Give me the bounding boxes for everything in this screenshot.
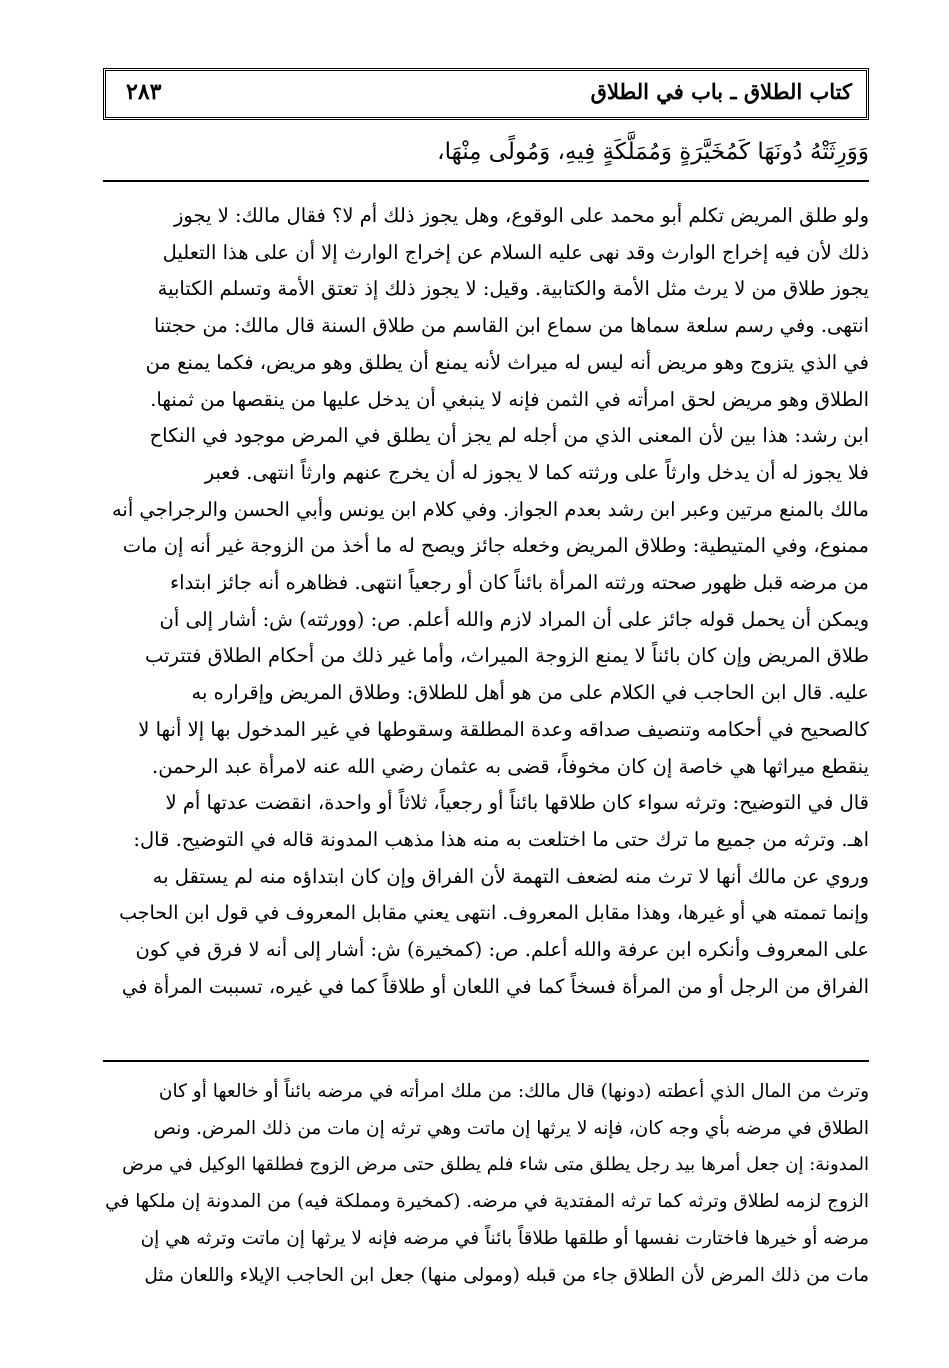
body-line: ينقطع ميراثها هي خاصة إن كان مخوفاً، قضى به عثمان رضي الله عنه لامرأة عبد الرحمن.	[152, 754, 869, 778]
chapter-title: كتاب الطلاق ـ باب في الطلاق	[590, 79, 852, 104]
body-line: ويمكن أن يحمل قوله جائز على أن المراد لازم والله أعلم. ص: (وورثته) ش: أشار إلى أن	[159, 607, 869, 631]
body-line: وإنما تممته هي أو غيرها، وهذا مقابل المعروف. انتهى يعني مقابل المعروف في قول ابن الحاجب	[119, 902, 869, 925]
body-line: ابن رشد: هذا بين لأن المعنى الذي من أجله لم يجز أن يطلق في المرض موجود في النكاح	[149, 424, 869, 448]
footnote-line: مرضه أو خيرها فاختارت نفسها أو طلقها طلاقاً بائناً في مرضه فإنه لا يرثها إن ماتت وترثه هي إن	[140, 1227, 869, 1249]
body-line: طلاق المريض وإن كان بائناً لا يمنع الزوجة الميراث، وأما غير ذلك من أحكام الطلاق فتترتب	[145, 644, 869, 668]
footnote-divider	[103, 1060, 869, 1062]
body-line: قال في التوضيح: وترثه سواء كان طلاقها بائناً أو رجعياً، ثلاثاً أو واحدة، انقضت عدتها أم لا	[165, 791, 869, 815]
matn-text: وَوَرِثَتْهُ دُونَهَا كَمُخَيَّرَةٍ وَمُمَلَّكَةٍ فِيهِ، وَمُولًى مِنْهَا،	[437, 139, 869, 165]
body-line: الفراق من الرجل أو من المرأة فسخاً كما في اللعان أو طلاقاً كما في غيره، تسببت المرأة في	[121, 974, 869, 998]
page-number: ٢٨٣	[126, 79, 162, 105]
body-line: فلا يجوز له أن يدخل وارثاً على ورثته كما لا يجوز له أن يخرج عنهم وارثاً انتهى. فعبر	[204, 460, 869, 484]
footnote-commentary	[103, 1074, 869, 1294]
footnote-line: الطلاق في مرضه بأي وجه كان، فإنه لا يرثها إن ماتت وهي ترثه إن مات من ذلك المرض. ونص	[153, 1117, 869, 1139]
body-line: من مرضه قبل ظهور صحته ورثته المرأة بائناً كان أو رجعياً انتهى. فظاهره أنه جائز ابتداء	[170, 571, 869, 595]
commentary-body	[103, 198, 869, 1005]
footnote-line: الزوج لزمه لطلاق وترثه كما ترثه المفتدية في مرضه. (كمخيرة ومملكة فيه) من المدونة إن ملكها في	[105, 1191, 869, 1213]
body-line: مالك بالمنع مرتين وعبر ابن رشد بعدم الجواز. وفي كلام ابن يونس وأبي الحسن والرجراجي أنه	[111, 497, 869, 521]
top-divider	[103, 180, 869, 182]
body-line: وروي عن مالك أنها لا ترث منه لضعف التهمة لأن الفراق وإن كان ابتداؤه منه لم يستقل به	[152, 864, 869, 888]
body-line: انتهى. وفي رسم سلعة سماها من سماع ابن القاسم من طلاق السنة قال مالك: من حجتنا	[153, 314, 869, 338]
body-line: ولو طلق المريض تكلم أبو محمد على الوقوع، وهل يجوز ذلك أم لا؟ فقال مالك: لا يجوز	[174, 204, 869, 227]
footnote-line: المدونة: إن جعل أمرها بيد رجل يطلق متى شاء فلم يطلق حتى مرض الزوج فطلقها الوكيل في مرض	[122, 1154, 869, 1176]
body-line: اهـ. وترثه من جميع ما ترك حتى ما اختلعت به منه هذا مذهب المدونة قاله في التوضيح. قال:	[133, 827, 869, 851]
body-line: الطلاق وهو مريض لحق امرأته في الثمن فإنه لا ينبغي أن يدخل عليها من ينقصها من ثمنها.	[150, 387, 869, 411]
body-line: ممنوع، وفي المتيطية: وطلاق المريض وخعله جائز ويصح له ما أخذ من الزوجة غير أنه إن مات	[122, 534, 869, 558]
body-line: عليه. قال ابن الحاجب في الكلام على من هو أهل للطلاق: وطلاق المريض وإقراره به	[191, 681, 869, 705]
running-header	[103, 68, 869, 120]
body-line: ذلك لأن فيه إخراج الوارث وقد نهى عليه السلام عن إخراج الوارث إلا أن على هذا التعليل	[162, 240, 869, 264]
body-line: يجوز طلاق من لا يرث مثل الأمة والكتابية. وقيل: لا يجوز ذلك إذ تعتق الأمة وتسلم الكتابية	[157, 277, 869, 301]
body-line: في الذي يتزوج وهو مريض أنه ليس له ميراث لأنه يمنع أن يطلق وهو مريض، فكما يمنع من	[145, 350, 869, 374]
body-line: كالصحيح في أحكامه وتنصيف صداقه وعدة المطلقة وسقوطها في غير المدخول بها إلا أنها لا	[138, 717, 869, 741]
footnote-line: مات من ذلك المرض لأن الطلاق جاء من قبله (ومولى منها) جعل ابن الحاجب الإيلاء واللعان مثل	[144, 1264, 869, 1286]
footnote-line: وترث من المال الذي أعطته (دونها) قال مالك: من ملك امرأته في مرضه بائناً أو خالعها أو كان	[158, 1081, 869, 1102]
body-line: على المعروف وأنكره ابن عرفة والله أعلم. ص: (كمخيرة) ش: أشار إلى أنه لا فرق في كون	[135, 938, 869, 962]
